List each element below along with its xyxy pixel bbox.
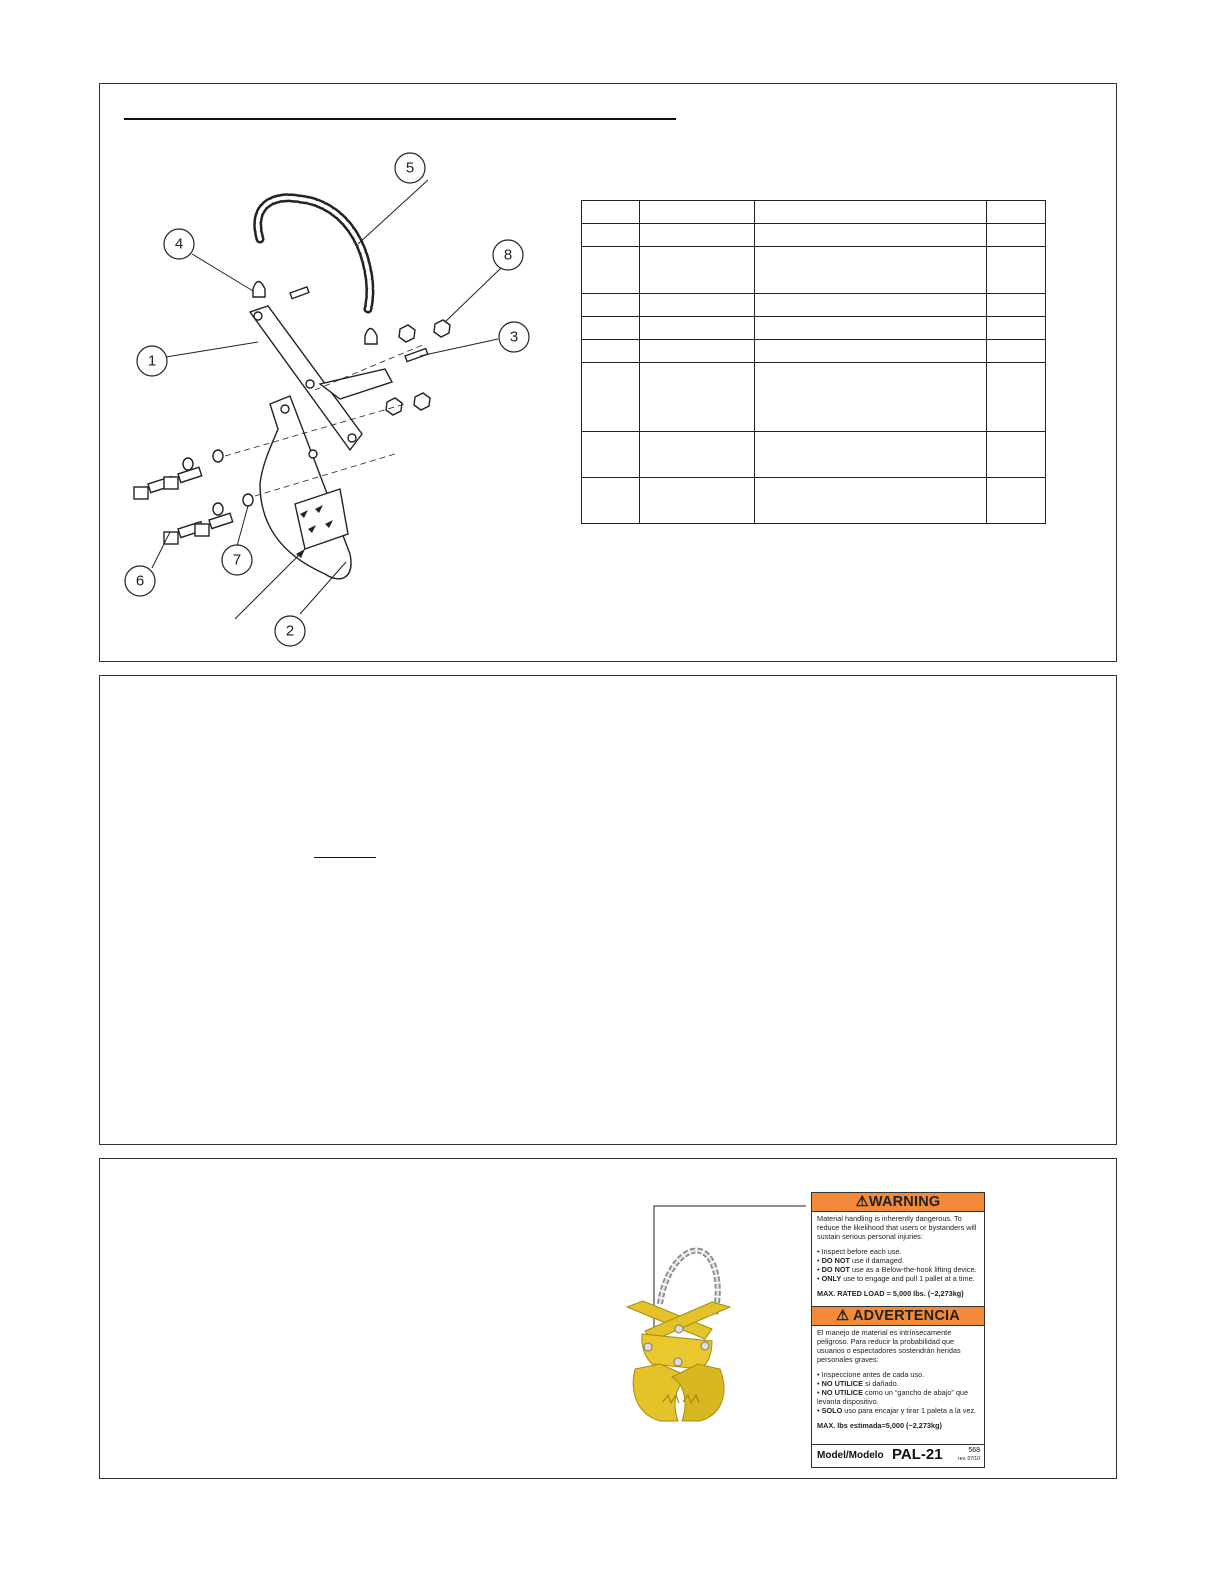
parts-list-table xyxy=(581,200,1046,524)
callout-3 xyxy=(499,322,529,352)
advertencia-rated-load: MAX. lbs estimada=5,000 (~2,273kg) xyxy=(817,1421,942,1430)
advertencia-title: ADVERTENCIA xyxy=(852,1308,960,1324)
table-row xyxy=(582,478,1046,524)
advertencia-intro: El manejo de material es intrínsecamente peligroso. Para reducir la probabilidad que usuarios o espectadores sostendrán heridas personales graves: xyxy=(817,1328,961,1364)
advertencia-list xyxy=(817,1370,979,1415)
warning-label xyxy=(811,1192,985,1468)
list-item: • Inspeccione antes de cada uso. xyxy=(817,1370,925,1379)
table-row xyxy=(582,432,1046,478)
list-item: • ONLY use to engage and pull 1 pallet at a time. xyxy=(817,1274,975,1283)
callout-2 xyxy=(275,616,305,646)
svg-text:2: 2 xyxy=(285,622,295,640)
warning-triangle-icon: ⚠ xyxy=(836,1308,850,1324)
callout-6 xyxy=(125,566,155,596)
svg-text:4: 4 xyxy=(174,235,184,253)
svg-text:5: 5 xyxy=(405,159,415,177)
label-code-number: 568 xyxy=(968,1447,980,1454)
table-row xyxy=(582,363,1046,432)
svg-text:3: 3 xyxy=(509,328,519,346)
table-row xyxy=(582,247,1046,294)
advertencia-body xyxy=(812,1326,984,1438)
list-item: • DO NOT use as a Below-the-hook lifting device. xyxy=(817,1265,977,1274)
callout-4 xyxy=(164,229,194,259)
pin-part xyxy=(290,287,428,362)
chain-part xyxy=(258,198,370,309)
list-item: • NO UTILICE si dañado. xyxy=(817,1379,899,1388)
upper-arm-part xyxy=(250,306,392,450)
callout-8 xyxy=(493,240,523,270)
warning-title: WARNING xyxy=(868,1194,941,1210)
table-row xyxy=(582,224,1046,247)
pallet-puller-tool xyxy=(627,1301,730,1421)
warning-rated-load: MAX. RATED LOAD = 5,000 lbs. (~2,273kg) xyxy=(817,1289,964,1298)
warning-intro: Material handling is inherently dangerous. To reduce the likelihood that users or bystanders will sustain serious personal injuries: xyxy=(817,1214,977,1241)
svg-text:8: 8 xyxy=(503,246,513,264)
heading-underline xyxy=(314,857,376,858)
table-row xyxy=(582,340,1046,363)
svg-text:7: 7 xyxy=(232,551,242,569)
callout-5 xyxy=(395,153,425,183)
table-row xyxy=(582,294,1046,317)
list-item: • NO UTILICE como un “gancho de abajo” que levanta dispositivo. xyxy=(817,1388,969,1406)
model-number: PAL-21 xyxy=(892,1446,943,1463)
warning-body xyxy=(812,1212,984,1306)
svg-text:6: 6 xyxy=(135,572,145,590)
warning-triangle-icon: ⚠ xyxy=(855,1194,869,1210)
list-item: • DO NOT use if damaged. xyxy=(817,1256,904,1265)
instructions-panel xyxy=(99,675,1117,1145)
label-revision: rev. 07/10 xyxy=(958,1456,980,1462)
label-footer xyxy=(812,1444,984,1467)
warning-list xyxy=(817,1247,979,1283)
callout-1 xyxy=(137,346,167,376)
table-row xyxy=(582,317,1046,340)
label-panel xyxy=(99,1158,1117,1479)
warning-header xyxy=(812,1193,984,1212)
list-item: • SOLO uso para encajar y tirar 1 paleta a la vez. xyxy=(817,1406,977,1415)
callout-7 xyxy=(222,545,252,575)
list-item: • Inspect before each use. xyxy=(817,1247,902,1256)
advertencia-header xyxy=(812,1306,984,1326)
model-label: Model/Modelo xyxy=(817,1450,884,1461)
parts-diagram-panel xyxy=(99,83,1117,662)
table-header-row xyxy=(582,201,1046,224)
svg-text:1: 1 xyxy=(147,352,157,370)
washer-part xyxy=(183,450,253,515)
label-code xyxy=(958,1447,980,1463)
nut-part xyxy=(386,320,450,415)
